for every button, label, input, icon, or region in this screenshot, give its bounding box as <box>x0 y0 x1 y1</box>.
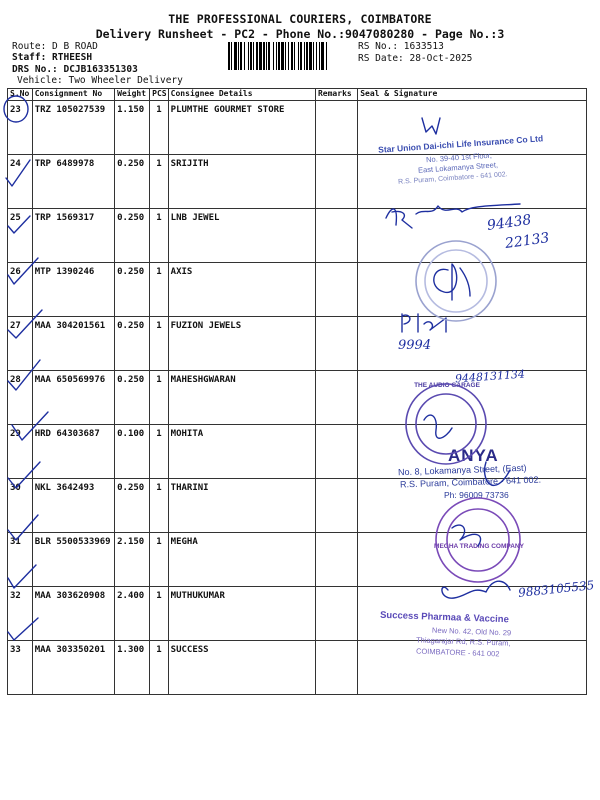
col-weight: Weight <box>115 89 150 101</box>
barcode-bar <box>273 42 274 70</box>
row-remarks <box>315 641 357 695</box>
row-pcs: 1 <box>150 587 169 641</box>
runsheet-table <box>7 88 587 695</box>
barcode <box>228 42 353 70</box>
row-pcs: 1 <box>150 479 169 533</box>
row-seal-signature <box>358 533 587 587</box>
row-consignee: SRIJITH <box>168 155 315 209</box>
barcode-bar <box>244 42 245 70</box>
col-consignment: Consignment No <box>32 89 114 101</box>
row-consignment-no: HRD 64303687 <box>32 425 114 479</box>
row-remarks <box>315 479 357 533</box>
row-pcs: 1 <box>150 155 169 209</box>
barcode-bar <box>263 42 265 70</box>
row-pcs: 1 <box>150 317 169 371</box>
row-consignee: MEGHA <box>168 533 315 587</box>
row-sno: 33 <box>8 641 33 695</box>
row-weight: 0.250 <box>115 209 150 263</box>
row-seal-signature <box>358 263 587 317</box>
rs-date: RS Date: 28-Oct-2025 <box>358 53 473 64</box>
row-pcs: 1 <box>150 425 169 479</box>
col-seal: Seal & Signature <box>358 89 587 101</box>
barcode-bar <box>326 42 327 70</box>
stamp-star-union-line4: R.S. Puram, Coimbatore - 641 002. <box>397 171 508 186</box>
row-consignee: MOHITA <box>168 425 315 479</box>
row-consignment-no: BLR 5500533969 <box>32 533 114 587</box>
row-sno: 30 <box>8 479 33 533</box>
col-sno: S.No <box>8 89 33 101</box>
handwritten-phone-28b: 9448131134 <box>454 367 526 386</box>
row-weight: 2.150 <box>115 533 150 587</box>
barcode-bar <box>285 42 286 70</box>
stamp-anya-title: ANYA <box>448 446 499 465</box>
barcode-bar <box>253 42 254 70</box>
barcode-bar <box>228 42 230 70</box>
barcode-bar <box>288 42 289 70</box>
barcode-bar <box>291 42 293 70</box>
row-seal-signature <box>358 209 587 263</box>
table-row <box>8 533 587 587</box>
barcode-bar <box>266 42 267 70</box>
stamp-audio-garage: THE AUDIO GARAGE <box>414 382 480 389</box>
row-sno: 31 <box>8 533 33 587</box>
row-weight: 1.150 <box>115 101 150 155</box>
table-row <box>8 479 587 533</box>
barcode-bar <box>256 42 258 70</box>
row-consignee: PLUMTHE GOURMET STORE <box>168 101 315 155</box>
route-label: Route: D B ROAD <box>12 41 98 52</box>
row-weight: 1.300 <box>115 641 150 695</box>
row-consignment-no: NKL 3642493 <box>32 479 114 533</box>
row-consignee: MUTHUKUMAR <box>168 587 315 641</box>
barcode-bar <box>281 42 284 70</box>
table-row <box>8 317 587 371</box>
barcode-bar <box>300 42 302 70</box>
row-pcs: 1 <box>150 641 169 695</box>
barcode-bar <box>276 42 277 70</box>
row-remarks <box>315 533 357 587</box>
row-consignment-no: MTP 1390246 <box>32 263 114 317</box>
stamp-anya-line2: No. 8, Lokamanya Street, (East) <box>397 462 527 478</box>
handwritten-phone-32: 9883105535 <box>517 578 595 600</box>
barcode-bar <box>313 42 314 70</box>
row-weight: 0.250 <box>115 479 150 533</box>
barcode-bar <box>309 42 312 70</box>
row-consignment-no: TRP 6489978 <box>32 155 114 209</box>
row-remarks <box>315 263 357 317</box>
row-remarks <box>315 587 357 641</box>
row-consignee: LNB JEWEL <box>168 209 315 263</box>
stamp-star-union-line3: East Lokamanya Street, <box>417 160 499 175</box>
barcode-bar <box>240 42 242 70</box>
row-sno: 24 <box>8 155 33 209</box>
handwritten-phone-25a: 94438 <box>486 211 533 235</box>
table-row <box>8 155 587 209</box>
rs-number: RS No.: 1633513 <box>358 41 444 52</box>
row-weight: 0.250 <box>115 155 150 209</box>
row-sno: 32 <box>8 587 33 641</box>
row-remarks <box>315 155 357 209</box>
col-remarks: Remarks <box>315 89 357 101</box>
row-sno: 27 <box>8 317 33 371</box>
row-consignee: MAHESHGWARAN <box>168 371 315 425</box>
row-weight: 0.100 <box>115 425 150 479</box>
row-consignment-no: MAA 303620908 <box>32 587 114 641</box>
barcode-bar <box>248 42 249 70</box>
table-row <box>8 101 587 155</box>
company-title: THE PROFESSIONAL COURIERS, COIMBATORE <box>168 12 432 26</box>
row-consignee: SUCCESS <box>168 641 315 695</box>
stamp-success-line4: COIMBATORE - 641 002 <box>415 646 500 659</box>
row-pcs: 1 <box>150 533 169 587</box>
row-sno: 29 <box>8 425 33 479</box>
barcode-bar <box>268 42 270 70</box>
col-consignee: Consignee Details <box>168 89 315 101</box>
runsheet-subtitle: Delivery Runsheet - PC2 - Phone No.:9047080280 - Page No.:3 <box>95 27 505 41</box>
row-pcs: 1 <box>150 101 169 155</box>
stamp-success-line3: Thiagarajar Rd, R.S. Puram, <box>415 635 511 648</box>
barcode-bar <box>316 42 317 70</box>
drs-label: DRS No.: DCJB163351303 <box>12 64 138 75</box>
barcode-bar <box>238 42 239 70</box>
col-pcs: PCS <box>150 89 169 101</box>
row-consignee: THARINI <box>168 479 315 533</box>
barcode-bar <box>319 42 320 70</box>
row-consignee: AXIS <box>168 263 315 317</box>
row-pcs: 1 <box>150 371 169 425</box>
row-pcs: 1 <box>150 263 169 317</box>
table-header-row <box>8 89 587 101</box>
stamp-success-line2: New No. 42, Old No. 29 <box>431 625 512 638</box>
row-consignment-no: MAA 304201561 <box>32 317 114 371</box>
barcode-bar <box>250 42 252 70</box>
barcode-bar <box>259 42 262 70</box>
barcode-bar <box>298 42 299 70</box>
row-remarks <box>315 101 357 155</box>
row-remarks <box>315 209 357 263</box>
row-weight: 2.400 <box>115 587 150 641</box>
stamp-star-union-line2: No. 39-40 1st Floor, <box>425 150 493 165</box>
row-consignment-no: TRP 1569317 <box>32 209 114 263</box>
vehicle-label: Vehicle: Two Wheeler Delivery <box>17 75 183 86</box>
barcode-bar <box>294 42 295 70</box>
row-pcs: 1 <box>150 209 169 263</box>
row-sno: 28 <box>8 371 33 425</box>
row-consignee: FUZION JEWELS <box>168 317 315 371</box>
barcode-bar <box>321 42 324 70</box>
handwritten-phone-25b: 22133 <box>504 229 551 253</box>
barcode-bar <box>231 42 232 70</box>
barcode-bar <box>234 42 237 70</box>
row-consignment-no: MAA 303350201 <box>32 641 114 695</box>
stamp-star-union-line1: Star Union Dai-ichi Life Insurance Co Ltd <box>377 133 544 155</box>
row-consignment-no: TRZ 105027539 <box>32 101 114 155</box>
stamp-trading-company: MEGHA TRADING COMPANY <box>434 543 524 550</box>
stamp-success-line1: Success Pharmaa & Vaccine <box>379 609 510 626</box>
handwritten-phone-28: 9994 <box>398 338 432 353</box>
barcode-bar <box>278 42 280 70</box>
row-remarks <box>315 317 357 371</box>
row-weight: 0.250 <box>115 317 150 371</box>
stamp-anya-line3: R.S. Puram, Coimbatore - 641 002. <box>399 474 542 490</box>
stamp-anya-line4: Ph: 96009 73736 <box>444 490 509 500</box>
barcode-bar <box>306 42 308 70</box>
barcode-bar <box>304 42 305 70</box>
row-consignment-no: MAA 650569976 <box>32 371 114 425</box>
row-sno: 26 <box>8 263 33 317</box>
row-seal-signature <box>358 317 587 371</box>
row-weight: 0.250 <box>115 263 150 317</box>
row-remarks <box>315 371 357 425</box>
row-weight: 0.250 <box>115 371 150 425</box>
staff-label: Staff: RTHEESH <box>12 52 93 63</box>
row-sno: 23 <box>8 101 33 155</box>
table-row <box>8 263 587 317</box>
row-sno: 25 <box>8 209 33 263</box>
row-remarks <box>315 425 357 479</box>
